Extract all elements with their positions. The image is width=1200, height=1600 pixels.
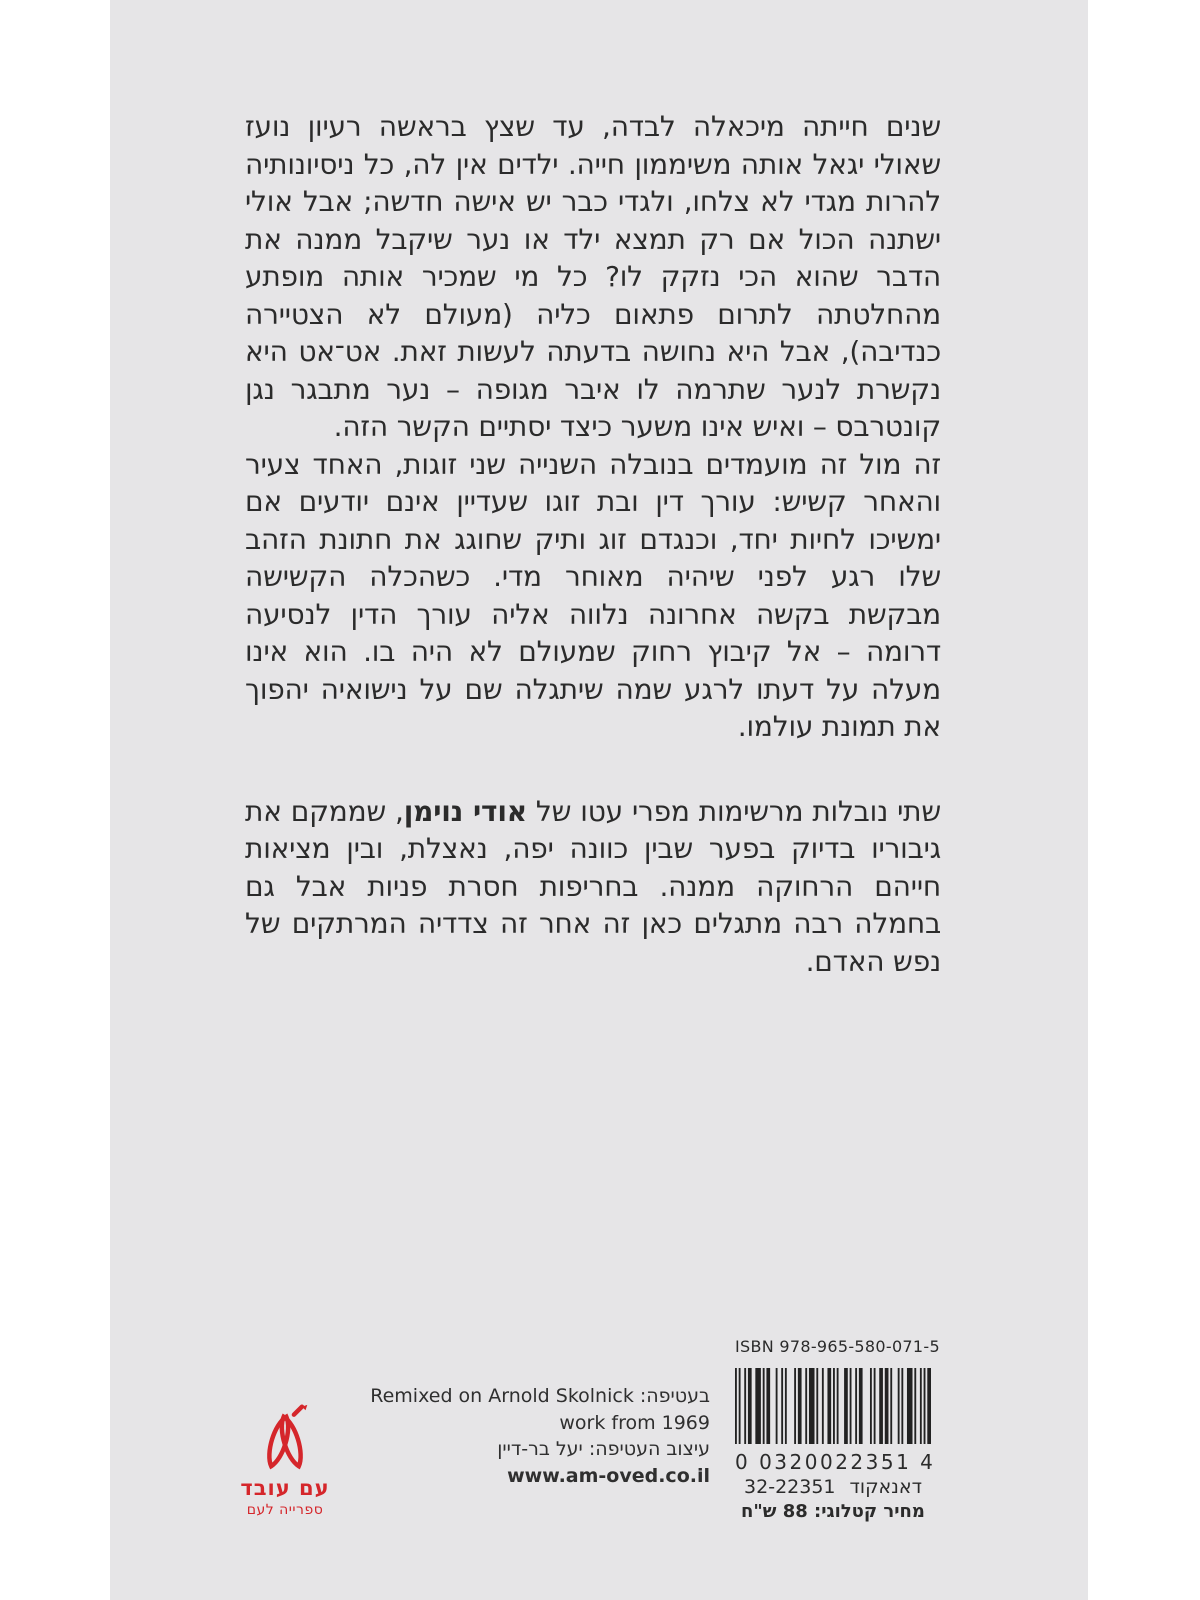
synopsis-text [245, 108, 941, 980]
barcode-number: 0 0320022351 4 [735, 1450, 936, 1474]
synopsis-segment: שנים חייתה מיכאלה לבדה, עד שצץ בראשה רעיון נועז שאולי יגאל אותה משיממון חייה. ילדים אין לה, כל ניסיונותיה להרות מגדי לא צלחו, ולגדי כבר יש אישה חדשה; אבל אולי ישתנה הכול אם רק תמצא ילד או נער שיקבל ממנה את הדבר שהוא הכי נזקק לו? כל מי שמכיר אותה מופתע מהחלטתה לתרום פתאום כליה (מעולם לא הצטיירה כנדיבה), אבל היא נחושה בדעתה לעשות זאת. אט־אט היא נקשרת לנער שתרמה לו איבר מגופה – נער מתבגר נגן קונטרבס – ואיש אינו משער כיצד יסתיים הקשר הזה. [245, 110, 941, 443]
credit-line: www.am-oved.co.il [507, 1464, 710, 1487]
barcode-image [735, 1368, 931, 1444]
barcode-block [735, 1337, 940, 1522]
catalog-price: מחיר קטלוגי: 88 ש"ח [741, 1501, 925, 1522]
credit-line: עיצוב העטיפה: יעל בר-דיין [497, 1438, 710, 1460]
isbn-label: ISBN 978-965-580-071-5 [735, 1337, 940, 1356]
synopsis-segment: זה מול זה מועמדים בנובלה השנייה שני זוגות, האחד צעיר והאחר קשיש: עורך דין ובת זוגו שעדיין אינם יודעים אם ימשיכו לחיות יחד, וכנגדם זוג ותיק שחוגג את חתונת הזהב שלו רגע לפני שיהיה מאוחר מדי. כשהכלה הקשישה מבקשת בקשה אחרונה נלווה אליה עורך הדין לנסיעה דרומה – אל קיבוץ רחוק שמעולם לא היה בו. הוא אינו מעלה על דעתו לרגע שמה שיתגלה שם על נישואיה יהפוך את תמונת עולמו. [245, 447, 941, 743]
danacode-line [735, 1476, 931, 1498]
publisher-series: ספרייה לעם [246, 1502, 324, 1518]
author-name-bold: אודי נוימן [403, 794, 527, 828]
publisher-logo-block [220, 1404, 350, 1518]
synopsis-paragraph [245, 793, 941, 981]
danacode-label: דאנאקוד [849, 1476, 922, 1498]
publisher-name: עם עובד [240, 1476, 330, 1500]
danacode-value: 32-22351 [744, 1476, 836, 1498]
book-back-cover [110, 0, 1088, 1600]
synopsis-segment: שתי נובלות מרשימות מפרי עטו של [526, 794, 941, 828]
am-oved-logo-icon [258, 1404, 312, 1470]
cover-credits [370, 1383, 710, 1489]
synopsis-paragraph [245, 446, 941, 746]
synopsis-segment: , שממקם את גיבוריו בדיוק בפער שבין כוונה יפה, נאצלת, ובין מציאות חייהם הרחוקה ממנה. בחריפות חסרת פניות אבל גם בחמלה רבה מתגלים כאן זה אחר זה צדדיה המרתקים של נפש האדם. [245, 794, 941, 978]
synopsis-paragraph [245, 108, 941, 446]
credit-line: work from 1969 [559, 1411, 710, 1434]
credit-line: בעטיפה: Remixed on Arnold Skolnick [370, 1385, 710, 1407]
